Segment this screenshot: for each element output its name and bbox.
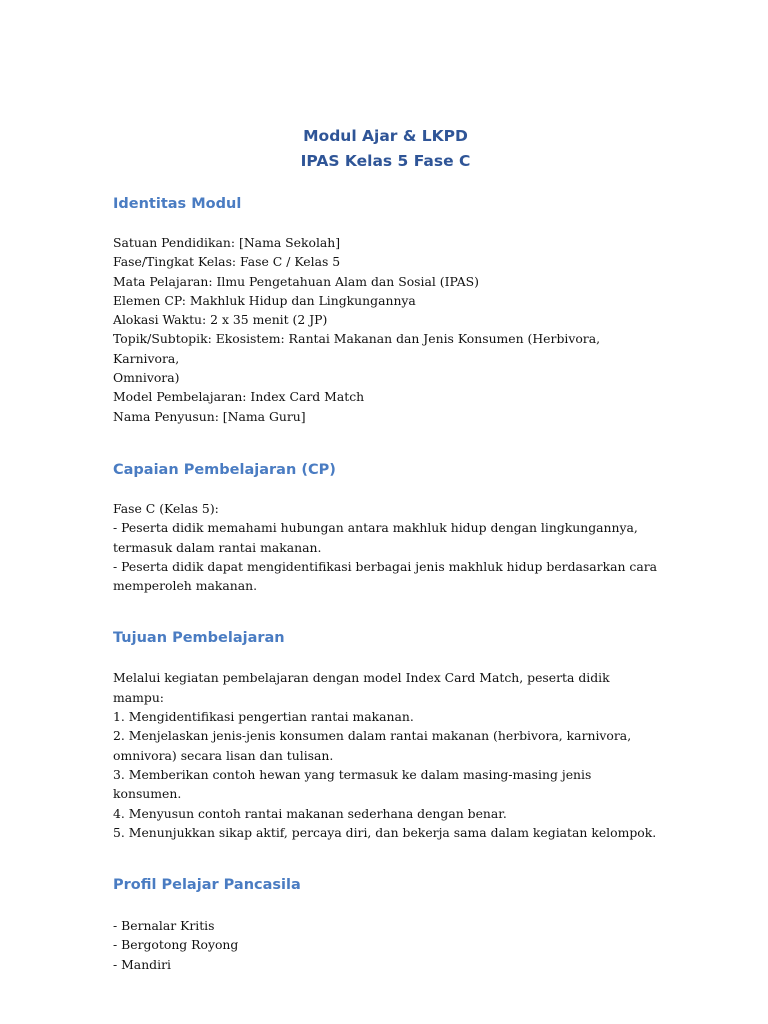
tujuan-line: Melalui kegiatan pembelajaran dengan model Index Card Match, peserta didik mampu: [113,670,610,705]
title-line-1: Modul Ajar & LKPD [303,127,468,145]
capaian-text [113,499,658,595]
profil-line: - Bergotong Royong [113,937,239,953]
section-heading-capaian: Capaian Pembelajaran (CP) [113,461,336,478]
tujuan-line: omnivora) secara lisan dan tulisan. [113,747,334,763]
capaian-line: memperoleh makanan. [113,578,258,594]
profil-line: - Bernalar Kritis [113,918,215,934]
identitas-line: Omnivora) [113,370,180,386]
tujuan-line: 4. Menyusun contoh rantai makanan sederhana dengan benar. [113,805,507,821]
capaian-line: - Peserta didik memahami hubungan antara makhluk hidup dengan lingkungannya, [113,520,638,536]
tujuan-text [113,668,658,842]
document-title [113,124,658,174]
title-line-2: IPAS Kelas 5 Fase C [300,152,471,170]
identitas-line: Alokasi Waktu: 2 x 35 menit (2 JP) [113,312,328,328]
section-heading-profil: Profil Pelajar Pancasila [113,877,301,894]
capaian-line: - Peserta didik dapat mengidentifikasi berbagai jenis makhluk hidup berdasarkan cara [113,558,658,574]
capaian-line: Fase C (Kelas 5): [113,500,219,516]
capaian-line: termasuk dalam rantai makanan. [113,539,322,555]
tujuan-line: 1. Mengidentifikasi pengertian rantai makanan. [113,709,414,725]
identitas-text [113,233,658,426]
profil-line: - Mandiri [113,956,171,972]
tujuan-line: 2. Menjelaskan jenis-jenis konsumen dalam rantai makanan (herbivora, karnivora, [113,728,632,744]
tujuan-line: 3. Memberikan contoh hewan yang termasuk ke dalam masing-masing jenis konsumen. [113,766,592,802]
identitas-line: Nama Penyusun: [Nama Guru] [113,408,306,424]
tujuan-line: 5. Menunjukkan sikap aktif, percaya diri, dan bekerja sama dalam kegiatan kelompok. [113,824,657,840]
identitas-line: Model Pembelajaran: Index Card Match [113,389,365,405]
document-page [113,124,658,974]
profil-text [113,916,658,974]
identitas-line: Elemen CP: Makhluk Hidup dan Lingkungannya [113,292,416,308]
section-heading-identitas: Identitas Modul [113,196,242,212]
identitas-line: Topik/Subtopik: Ekosistem: Rantai Makanan dan Jenis Konsumen (Herbivora, Karnivora, [113,331,601,366]
identitas-line: Fase/Tingkat Kelas: Fase C / Kelas 5 [113,254,341,270]
identitas-line: Mata Pelajaran: Ilmu Pengetahuan Alam dan Sosial (IPAS) [113,273,479,289]
identitas-line: Satuan Pendidikan: [Nama Sekolah] [113,235,341,250]
section-heading-tujuan: Tujuan Pembelajaran [113,630,285,647]
